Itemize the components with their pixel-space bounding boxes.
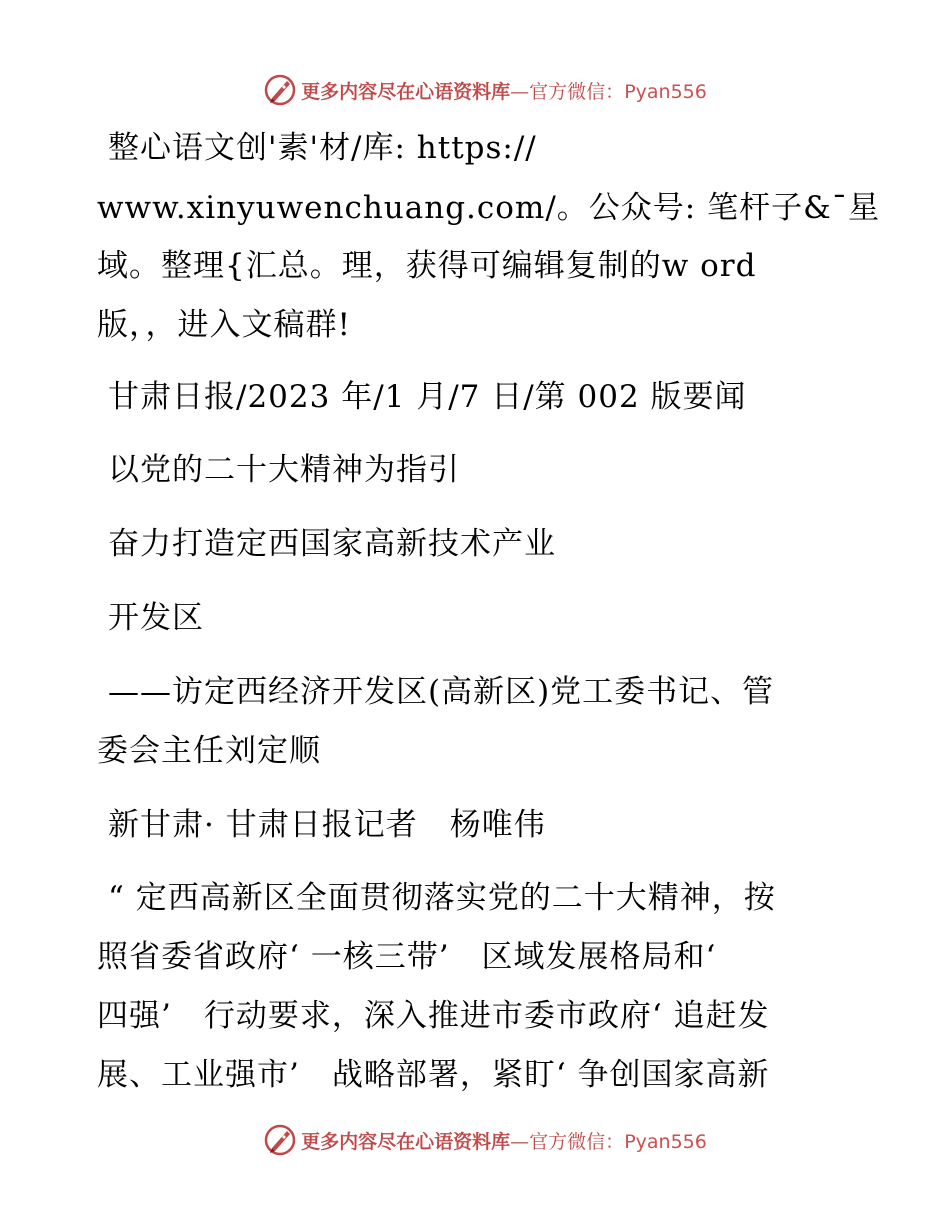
watermark-account: Pyan556 <box>624 1130 707 1153</box>
body-line-1: “ 定西高新区全面贯彻落实党的二十大精神，按 <box>108 880 776 916</box>
body-line-3: 四强’ 行动要求，深入推进市委市政府‘ 追赶发 <box>97 998 770 1034</box>
body-line-4: 展、工业强市’ 战略部署，紧盯‘ 争创国家高新 <box>97 1057 770 1093</box>
pen-logo-icon <box>263 73 297 107</box>
watermark-dash: — <box>510 80 530 103</box>
intro-line-1: 整心语文创'素'材/库: https:// <box>108 130 537 166</box>
subtitle-line-1: ——访定西经济开发区(高新区)党工委书记、管 <box>108 674 775 710</box>
watermark-account: Pyan556 <box>624 80 707 103</box>
headline-line-1: 以党的二十大精神为指引 <box>108 452 460 488</box>
subtitle-line-2: 委会主任刘定顺 <box>97 733 321 769</box>
byline: 新甘肃· 甘肃日报记者 杨唯伟 <box>108 807 546 843</box>
watermark-banner-top <box>0 70 950 110</box>
watermark-main-text: 更多内容尽在心语资料库 <box>301 1130 511 1153</box>
watermark-dash: — <box>510 1130 530 1153</box>
headline-line-3: 开发区 <box>108 600 204 636</box>
watermark-main-text: 更多内容尽在心语资料库 <box>301 80 511 103</box>
intro-line-4: 版，，进入文稿群! <box>97 307 351 343</box>
body-line-2: 照省委省政府‘ 一核三带’ 区域发展格局和‘ <box>97 939 717 975</box>
intro-line-2: www.xinyuwenchuang.com/。公众号: 笔杆子&¯星 <box>97 190 881 226</box>
intro-line-3: 域。整理{汇总。理，获得可编辑复制的w ord <box>97 248 757 284</box>
pen-logo-icon <box>263 1123 297 1157</box>
article-source: 甘肃日报/2023 年/1 月/7 日/第 002 版要闻 <box>108 379 747 415</box>
headline-line-2: 奋力打造定西国家高新技术产业 <box>108 526 556 562</box>
watermark-wechat-label: 官方微信： <box>529 1130 625 1153</box>
watermark-banner-bottom <box>0 1120 950 1160</box>
watermark-wechat-label: 官方微信： <box>529 80 625 103</box>
